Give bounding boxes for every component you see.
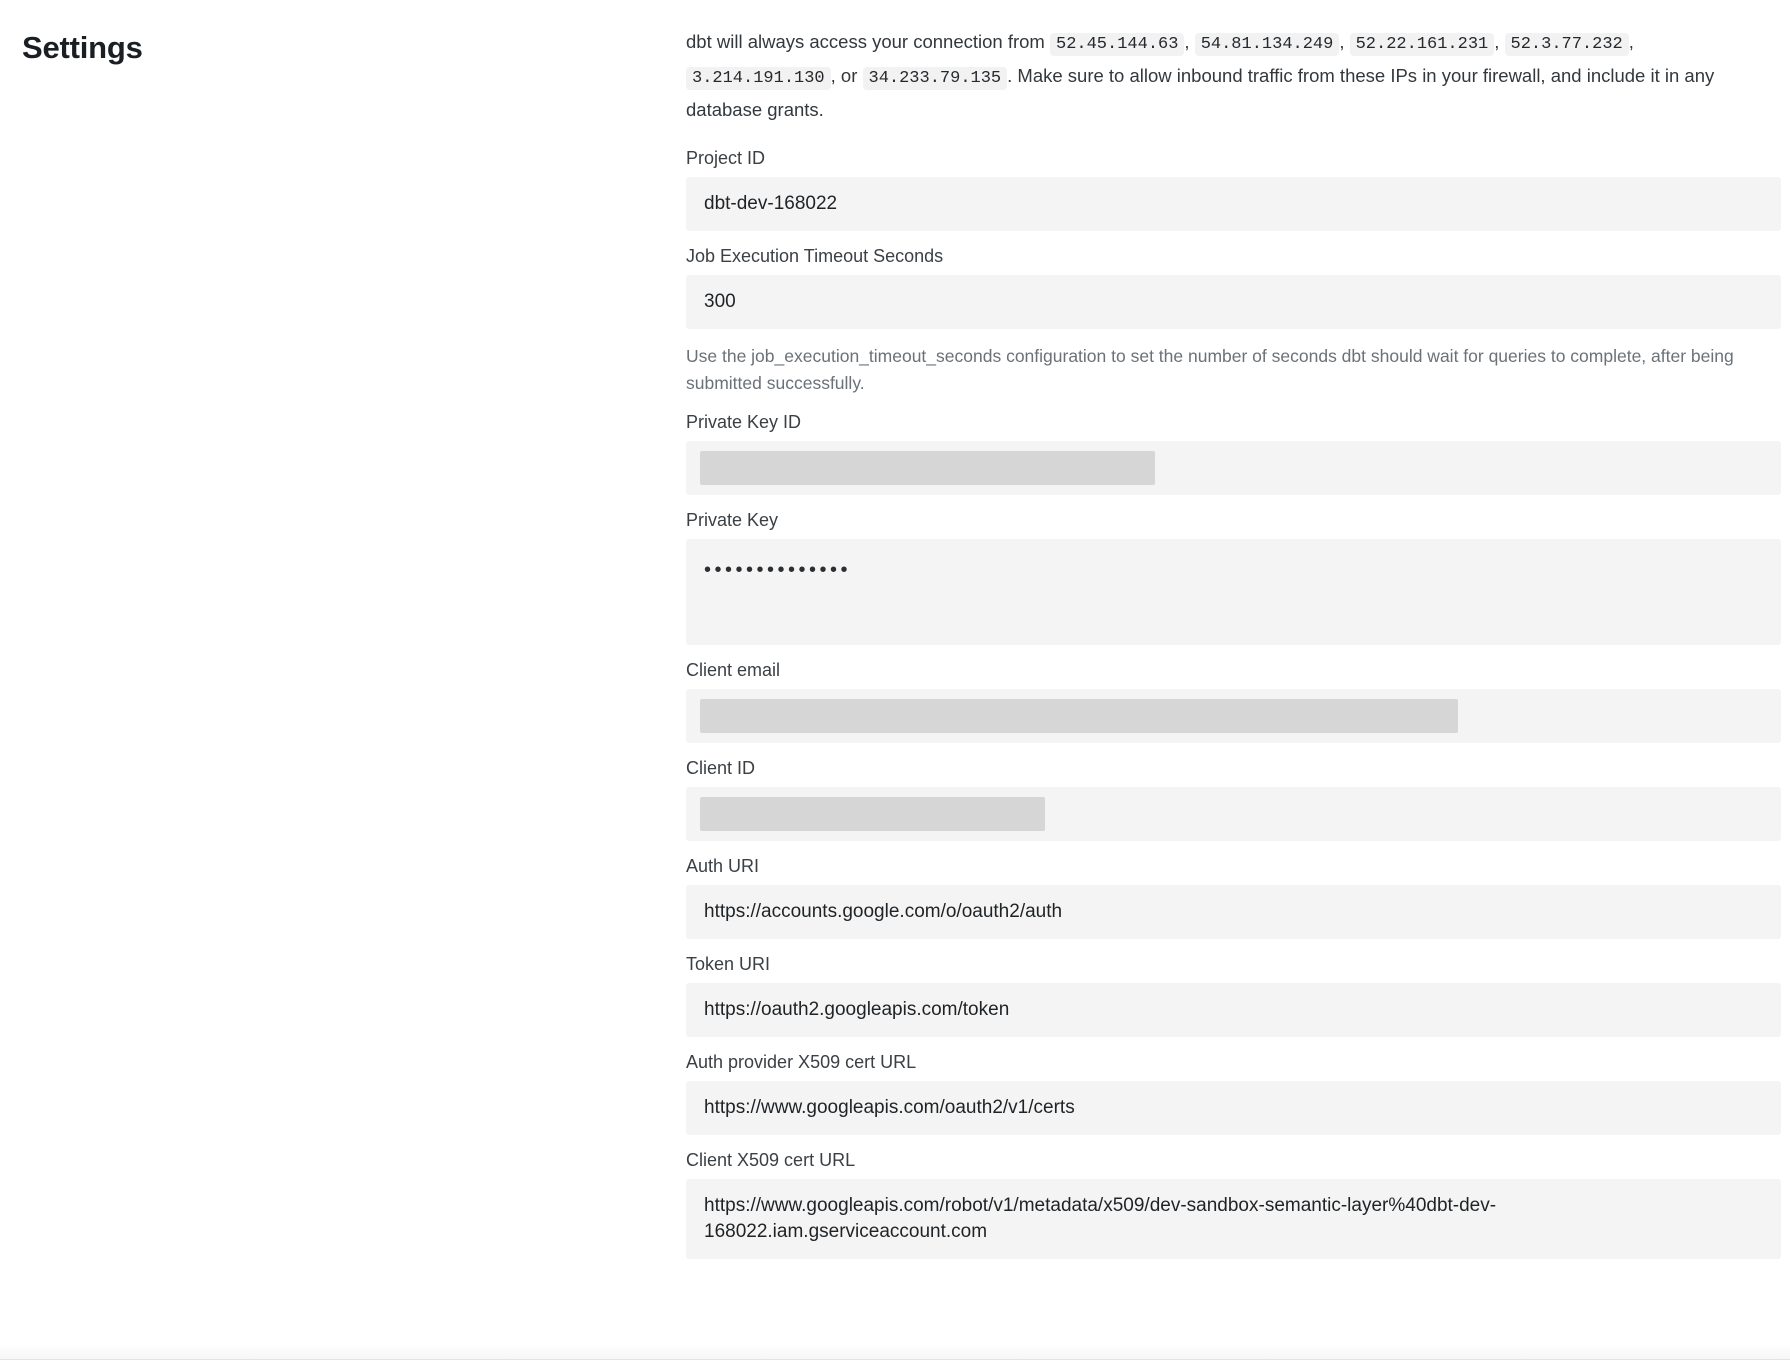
private-key-id-label: Private Key ID: [686, 412, 802, 432]
field-private-key-id: [686, 411, 1781, 495]
token-uri-input[interactable]: https://oauth2.googleapis.com/token: [686, 983, 1781, 1037]
field-job-execution-timeout: [686, 245, 1781, 397]
ip-separator-1: ,: [1184, 31, 1190, 52]
ip-address-5: 3.214.191.130: [686, 67, 831, 90]
field-client-x509-cert-url: [686, 1149, 1781, 1259]
field-client-id: [686, 757, 1781, 841]
client-x509-cert-url-input[interactable]: https://www.googleapis.com/robot/v1/metadata/x509/dev-sandbox-semantic-layer%40dbt-dev-168022.iam.gserviceaccount.com: [686, 1179, 1781, 1259]
token-uri-label: Token URI: [686, 954, 771, 974]
private-key-input[interactable]: [686, 539, 1781, 645]
ip-address-3: 52.22.161.231: [1350, 33, 1495, 56]
ip-allowlist-notice: [686, 26, 1781, 125]
field-project-id: [686, 147, 1781, 231]
ip-separator-4: ,: [1628, 31, 1634, 52]
ip-address-1: 52.45.144.63: [1050, 33, 1184, 56]
client-id-redaction: [700, 797, 1045, 831]
ip-separator-3: ,: [1494, 31, 1500, 52]
job-execution-timeout-label: Job Execution Timeout Seconds: [686, 246, 944, 266]
job-execution-timeout-helper: Use the job_execution_timeout_seconds configuration to set the number of seconds dbt should wait for queries to complete, after being submitted successfully.: [686, 346, 1734, 393]
project-id-input[interactable]: dbt-dev-168022: [686, 177, 1781, 231]
auth-uri-input[interactable]: https://accounts.google.com/o/oauth2/auth: [686, 885, 1781, 939]
auth-provider-x509-cert-url-input[interactable]: https://www.googleapis.com/oauth2/v1/certs: [686, 1081, 1781, 1135]
private-key-id-redaction: [700, 451, 1155, 485]
auth-uri-label: Auth URI: [686, 856, 760, 876]
client-email-label: Client email: [686, 660, 781, 680]
auth-provider-x509-cert-url-label: Auth provider X509 cert URL: [686, 1052, 917, 1072]
settings-form: [686, 26, 1781, 1265]
ip-notice-suffix: . Make sure to allow inbound traffic from these IPs in your firewall, and include it in any database grants.: [686, 65, 1715, 120]
field-auth-provider-x509-cert-url: [686, 1051, 1781, 1135]
client-email-redaction: [700, 699, 1458, 733]
client-id-label: Client ID: [686, 758, 756, 778]
job-execution-timeout-input[interactable]: 300: [686, 275, 1781, 329]
ip-address-2: 54.81.134.249: [1195, 33, 1340, 56]
private-key-masked-value: ••••••••••••••: [704, 559, 852, 581]
ip-separator-2: ,: [1339, 31, 1345, 52]
client-id-input[interactable]: [686, 787, 1781, 841]
ip-address-6: 34.233.79.135: [863, 67, 1008, 90]
private-key-label: Private Key: [686, 510, 779, 530]
page-title: Settings: [22, 30, 143, 65]
scroll-shadow: [0, 1343, 1790, 1359]
field-client-email: [686, 659, 1781, 743]
ip-notice-prefix: dbt will always access your connection from: [686, 31, 1045, 52]
private-key-id-input[interactable]: [686, 441, 1781, 495]
client-email-input[interactable]: [686, 689, 1781, 743]
ip-or-word: , or: [830, 65, 858, 86]
field-token-uri: [686, 953, 1781, 1037]
field-private-key: [686, 509, 1781, 645]
client-x509-cert-url-label: Client X509 cert URL: [686, 1150, 856, 1170]
ip-address-4: 52.3.77.232: [1505, 33, 1629, 56]
field-auth-uri: [686, 855, 1781, 939]
project-id-label: Project ID: [686, 148, 766, 168]
